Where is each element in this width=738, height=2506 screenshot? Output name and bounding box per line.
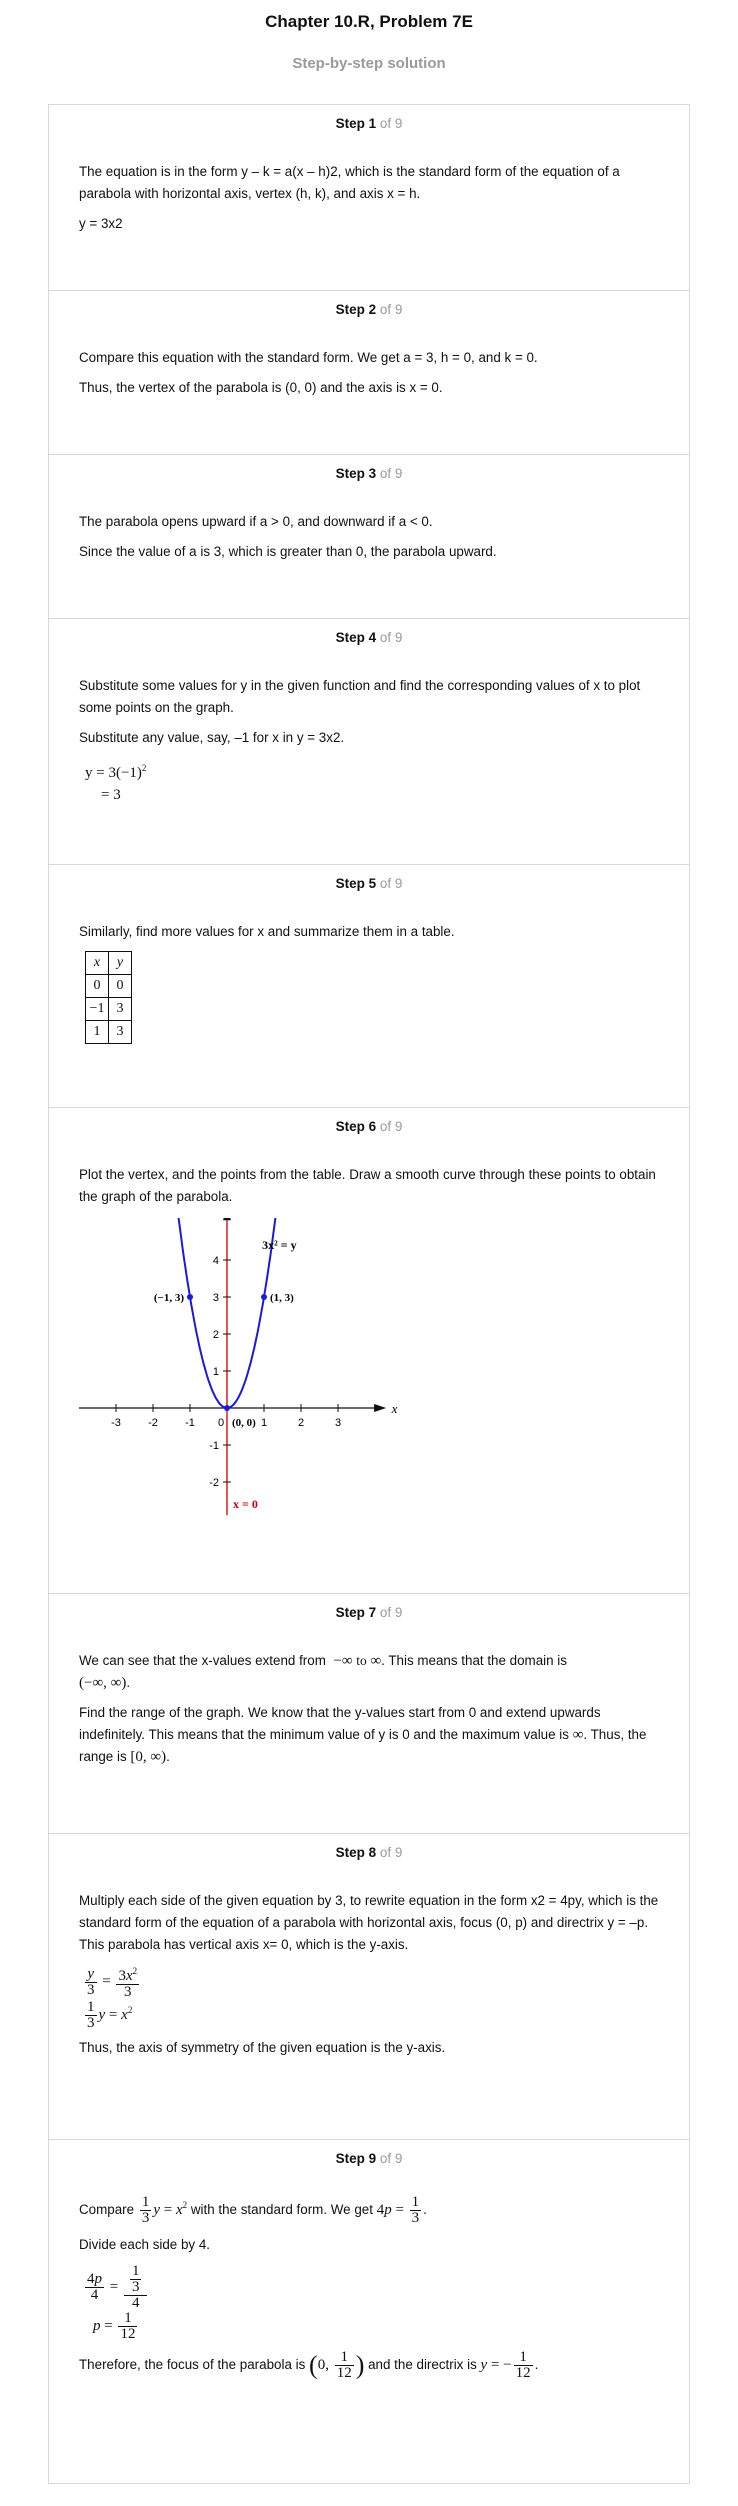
step-text: Compare $\frac{1}{3}$ $y = x^2$ with the standard form. We get 4p = $\frac{1}{3}$ .	[79, 2194, 427, 2227]
y-axis-arrow	[223, 1218, 231, 1220]
y-tick-label: 3	[212, 1292, 219, 1304]
step-card-2	[48, 291, 690, 455]
y-tick-label: 1	[212, 1366, 219, 1378]
step-card-9	[48, 2140, 690, 2484]
step-heading: Step 4 of 9	[335, 630, 403, 645]
step-heading: Step 1 of 9	[335, 116, 403, 131]
step-heading: Step 5 of 9	[335, 876, 403, 891]
values-table	[85, 951, 132, 1044]
y-tick-label: -2	[209, 1477, 219, 1489]
step-math: $y = 3(-1)^2$ = 3	[85, 763, 147, 803]
step-text: The equation is in the form y – k = a(x – h)2, which is the standard form of the equation of a parabola with horizontal axis, vertex (h, k), and axis x = h.	[79, 164, 620, 201]
step-text: The parabola opens upward if a > 0, and downward if a < 0.	[79, 514, 433, 529]
point-label: (0, 0)	[232, 1417, 256, 1429]
curve-label: 3x² = y	[262, 1237, 297, 1252]
step-text: Thus, the vertex of the parabola is (0, 0) and the axis is x = 0.	[79, 380, 443, 395]
table-row: 0 0	[86, 975, 132, 998]
x-tick-label: -3	[111, 1417, 121, 1429]
step-text: Divide each side by 4.	[79, 2237, 211, 2253]
y-tick-label: 4	[212, 1255, 219, 1267]
step-text: Thus, the axis of symmetry of the given equation is the y-axis.	[79, 2040, 446, 2055]
x-tick-label: 3	[334, 1417, 342, 1429]
table-row: −1 3	[86, 998, 132, 1021]
step-card-8	[48, 1834, 690, 2140]
step-text: We can see that the x-values extend from −∞ to ∞. This means that the domain is (−∞, ∞).	[79, 1653, 567, 1691]
parabola-graph	[79, 1218, 399, 1558]
x-tick-label: 1	[260, 1417, 268, 1429]
step-text: Therefore, the focus of the parabola is (0, $\frac{1}{12}$ ) and the directrix is y = − $\frac{1}{12}$ .	[79, 2349, 539, 2382]
data-point	[224, 1405, 230, 1411]
step-heading: Step 9 of 9	[335, 2151, 403, 2166]
step-text: Since the value of a is 3, which is greater than 0, the parabola upward.	[79, 544, 497, 559]
x-tick-label: -2	[148, 1417, 158, 1429]
step-math: $\frac{4p}{4}$ = 1 3 4 p = $\frac{1}{12}$	[79, 2264, 669, 2342]
x-tick-label: 2	[297, 1417, 305, 1429]
x-axis-arrow	[374, 1404, 386, 1412]
axis-of-symmetry-label: x = 0	[233, 1496, 258, 1511]
step-card-1	[48, 104, 690, 291]
data-point	[261, 1294, 267, 1300]
data-point	[187, 1294, 193, 1300]
page-subtitle: Step-by-step solution	[292, 55, 446, 72]
point-label: (1, 3)	[270, 1292, 294, 1304]
step-heading: Step 2 of 9	[335, 302, 403, 317]
step-card-4	[48, 619, 690, 865]
x-axis-label: x	[391, 1401, 398, 1416]
step-heading: Step 6 of 9	[335, 1119, 403, 1134]
table-row: 1 3	[86, 1021, 132, 1044]
y-tick-label: -1	[209, 1440, 219, 1452]
step-card-7	[48, 1594, 690, 1834]
step-text: Substitute any value, say, –1 for x in y = 3x2.	[79, 730, 345, 745]
step-heading: Step 7 of 9	[335, 1605, 403, 1620]
step-card-3	[48, 455, 690, 619]
step-math: $\frac{y}{3}$ = $\frac{3x^2}{3}$ $\frac{1}{3}$ $y = x^2$	[87, 1965, 138, 2031]
step-text: Substitute some values for y in the given function and find the corresponding values of x to plot some points on the graph.	[79, 678, 641, 715]
step-heading: Step 8 of 9	[335, 1845, 403, 1860]
step-equation: y = 3x2	[79, 216, 123, 231]
table-header: y	[109, 952, 132, 975]
step-text: Compare this equation with the standard form. We get a = 3, h = 0, and k = 0.	[79, 350, 538, 365]
step-heading: Step 3 of 9	[335, 466, 403, 481]
page-title: Chapter 10.R, Problem 7E	[265, 12, 473, 31]
point-label: (−1, 3)	[153, 1292, 184, 1304]
step-text: Multiply each side of the given equation by 3, to rewrite equation in the form x2 = 4py, which is the standard form of the equation of a parabola with horizontal axis, focus (0, p) and directrix y = –p. This parabola has vertical axis x= 0, which is the y-axis.	[79, 1893, 659, 1952]
step-text: Find the range of the graph. We know that the y-values start from 0 and extend upwards indefinitely. This means that the minimum value of y is 0 and the maximum value is ∞. Thus, the range is [0, ∞).	[79, 1705, 647, 1765]
x-tick-label: 0	[217, 1417, 225, 1429]
step-card-6	[48, 1108, 690, 1594]
step-text: Similarly, find more values for x and summarize them in a table.	[79, 924, 455, 939]
y-tick-label: 2	[212, 1329, 219, 1341]
x-tick-label: -1	[185, 1417, 195, 1429]
table-header: x	[86, 952, 109, 975]
step-card-5	[48, 865, 690, 1108]
step-text: Plot the vertex, and the points from the table. Draw a smooth curve through these points to obtain the graph of the parabola.	[79, 1167, 656, 1204]
